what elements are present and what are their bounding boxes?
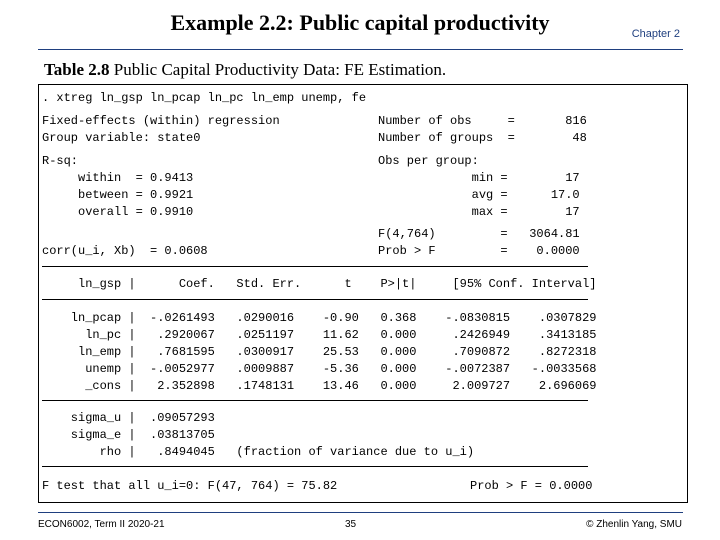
header-right-2: Number of groups = 48 xyxy=(378,131,587,145)
rho-row: rho | .8494045 (fraction of variance due to u_i) xyxy=(42,445,475,459)
table-row: _cons | 2.352898 .1748131 13.46 0.000 2.009727 2.696069 xyxy=(42,379,597,393)
table-title xyxy=(44,60,446,80)
coef-table-header: ln_gsp | Coef. Std. Err. t P>|t| [95% Conf. Interval] xyxy=(42,277,597,291)
corr-ui-xb: corr(u_i, Xb) = 0.0608 xyxy=(42,244,208,258)
obs-max: max = 17 xyxy=(378,205,580,219)
footer-divider xyxy=(38,512,683,513)
header-left-1: Fixed-effects (within) regression xyxy=(42,114,280,128)
table-row: ln_emp | .7681595 .0300917 25.53 0.000 .7090872 .8272318 xyxy=(42,345,597,359)
obs-per-group-label: Obs per group: xyxy=(378,154,479,168)
rsq-overall: overall = 0.9910 xyxy=(42,205,194,219)
table-mid-rule xyxy=(42,400,588,401)
header-divider xyxy=(38,49,683,50)
slide-title: Example 2.2: Public capital productivity xyxy=(170,10,550,35)
rsq-label: R-sq: xyxy=(42,154,79,168)
f-test-ui: F test that all u_i=0: F(47, 764) = 75.82 xyxy=(42,479,338,493)
table-header-rule xyxy=(42,299,588,300)
prob-f: Prob > F = 0.0000 xyxy=(378,244,580,258)
table-bottom-rule xyxy=(42,466,588,467)
rsq-within: within = 0.9413 xyxy=(42,171,194,185)
table-top-rule xyxy=(42,266,588,267)
table-row: ln_pcap | -.0261493 .0290016 -0.90 0.368 -.0830815 .0307829 xyxy=(42,311,597,325)
header-right-1: Number of obs = 816 xyxy=(378,114,587,128)
table-number: Table 2.8 xyxy=(44,60,110,79)
table-caption: Public Capital Productivity Data: FE Estimation. xyxy=(113,60,447,79)
course-label: ECON6002, Term II 2020-21 xyxy=(38,519,165,530)
chapter-label: Chapter 2 xyxy=(631,28,680,40)
header-left-2: Group variable: state0 xyxy=(42,131,201,145)
sigma-e-row: sigma_e | .03813705 xyxy=(42,428,215,442)
obs-min: min = 17 xyxy=(378,171,580,185)
rsq-between: between = 0.9921 xyxy=(42,188,194,202)
table-row: unemp | -.0052977 .0009887 -5.36 0.000 -.0072387 -.0033568 xyxy=(42,362,597,376)
table-row: ln_pc | .2920067 .0251197 11.62 0.000 .2426949 .3413185 xyxy=(42,328,597,342)
obs-avg: avg = 17.0 xyxy=(378,188,580,202)
sigma-u-row: sigma_u | .09057293 xyxy=(42,411,215,425)
f-stat: F(4,764) = 3064.81 xyxy=(378,227,580,241)
author-label: © Zhenlin Yang, SMU xyxy=(586,519,682,530)
f-test-prob: Prob > F = 0.0000 xyxy=(470,479,593,493)
stata-command: . xtreg ln_gsp ln_pcap ln_pc ln_emp unemp, fe xyxy=(42,91,367,105)
page-number: 35 xyxy=(345,519,357,530)
